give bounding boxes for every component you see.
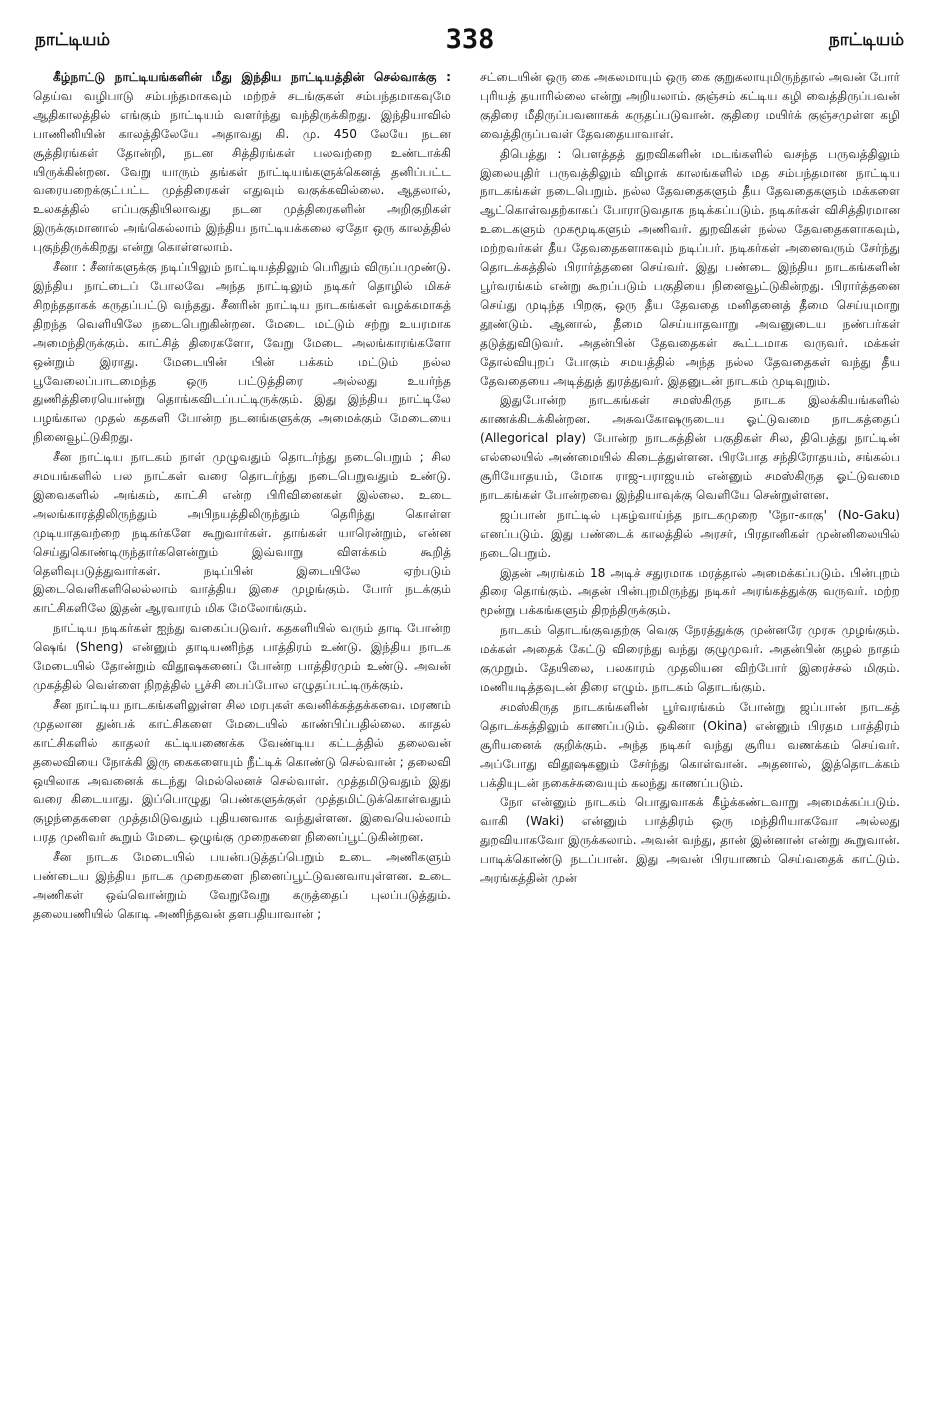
left-column [33,68,451,925]
paragraph-okina: சமஸ்கிருத நாடகங்களின் பூர்வரங்கம் போன்று ஜப்பான் நாடகத் தொடக்கத்திலும் காணப்படும். ஒகினா (Okina) என்னும் பிரதம பாத்திரம் சூரியனைக் குறிக்கும். அந்த நடிகர் வந்து சூரிய வணக்கம் செய்வர். அப்போது விதூஷகனும் சேர்ந்து கொள்வான். அதனால், இத்தொடக்கம் பக்தியுடன் நகைச்சுவையும் கலந்து காணப்படும். [480,699,900,790]
running-head-left: நாட்டியம் [35,30,111,50]
paragraph-conventions: சீன நாட்டிய நாடகங்களிலுள்ள சில மரபுகள் கவனிக்கத்தக்கவை. மரணம் முதலான துன்பக் காட்சிகளை மேடையில் காண்பிப்பதில்லை. காதல் காட்சிகளில் காதலர் கட்டியணைக்க வேண்டிய கட்டத்தில் தலைவன் தலைவியை நோக்கி இரு கைகளையும் நீட்டிக் கொண்டு செல்வான் ; தலைவி ஒயிலாக அவனைக் கடந்து மெல்லெனச் செல்வாள். முத்தமிடுவதும் இது வரை கிடையாது. இப்பொழுது பெண்களுக்குள் முத்தமிட்டுக்கொள்வதும் குழந்தைகளை முத்தமிடுவதும் புதியனவாக வந்துள்ளன. இவையெல்லாம் பரத முனிவர் கூறும் மேடை ஒழுங்கு முறைகளை நினைப்பூட்டுகின்றன. [33,697,451,845]
right-column [480,68,900,889]
paragraph-influence [33,68,451,257]
paragraph-china-drama: சீன நாட்டிய நாடகம் நாள் முழுவதும் தொடர்ந்து நடைபெறும் ; சில சமயங்களில் பல நாட்கள் வரை தொடர்ந்து நடைபெறுவதும் உண்டு. இவைகளில் அங்கம், காட்சி என்ற பிரிவினைகள் இல்லை. உடை அலங்காரத்திலிருந்தும் அபிநயத்திலிருந்தும் தெரிந்து கொள்ள முடியாதவற்றை நடிகர்களே கூறுவார்கள். தாங்கள் யாரென்றும், என்ன செய்துகொண்டிருந்தார்களென்றும் இவ்வாறு விளக்கம் கூறித் தெளிவுபடுத்துவார்கள். நடிப்பின் இடையிலே ஏற்படும் இடைவெளிகளிலெல்லாம் வாத்திய இசை முழங்கும். போர் நடக்கும் காட்சிகளிலே இதன் ஆரவாரம் மிக மேலோங்கும். [33,450,451,616]
paragraph-opening: நாடகம் தொடங்குவதற்கு வெகு நேரத்துக்கு முன்னரே முரசு முழங்கும். மக்கள் அதைக் கேட்டு விரைந்து வந்து குழுமுவர். அதன்பின் குழல் நாதம் குமுறும். தேயிலை, பலகாரம் முதலியன விற்போர் இரைச்சல் மிகும். மணியடித்தவுடன் திரை எழும். நாடகம் தொடங்கும். [480,623,900,694]
paragraph-china: சீனா : சீனர்களுக்கு நடிப்பிலும் நாட்டியத்திலும் பெரிதும் விருப்பமுண்டு. இந்திய நாட்டைப் போலவே அந்த நாட்டிலும் நடிகர் தொழில் மிகச் சிறந்ததாகக் கருதப்பட்டு வந்தது. சீனரின் நாட்டிய நாடகங்கள் வழக்கமாகத் திறந்த வெளியிலே நடைபெறுகின்றன. மேடை மட்டும் சற்று உயரமாக அமைந்திருக்கும். காட்சித் திரைகளோ, வேறு மேடை அலங்காரங்களோ ஒன்றும் இராது. மேடையின் பின் பக்கம் மட்டும் நல்ல பூவேலைப்பாடமைந்த ஒரு பட்டுத்திரை அல்லது உயர்ந்த துணித்திரையொன்று தொங்கவிடப்பட்டிருக்கும். இது இந்திய நாட்டிலே பழங்கால முதல் கதகளி போன்ற நடனங்களுக்கு அமைக்கும் மேடையை நினைவூட்டுகிறது. [33,260,451,445]
paragraph-sanskrit-allegory: இதுபோன்ற நாடகங்கள் சமஸ்கிருத நாடக இலக்கியங்களில் காணக்கிடக்கின்றன. அசுவகோஷருடைய ஓட்டுவமை நாடகத்தைப் (Allegorical play) போன்ற நாடகத்தின் பகுதிகள் சில, திபெத்து நாட்டின் எல்லையில் அண்மையில் கிடைத்துள்ளன. பிரபோத சந்திரோதயம், சங்கல்ப சூரியோதயம், மோக ராஜ-பராஜயம் என்னும் சமஸ்கிருத ஓட்டுவமை நாடகங்கள் போன்றவை இந்தியாவுக்கு வெளியே சென்றுள்ளன. [480,393,900,502]
paragraph-costumes: சீன நாடக மேடையில் பயன்படுத்தப்பெறும் உடை அணிகளும் பண்டைய இந்திய நாடக முறைகளை நினைப்பூட்டுவனவாயுள்ளன. உடை அணிகள் ஒவ்வொன்றும் வேறுவேறு கருத்தைப் புலப்படுத்தும். தலையணியில் கொடி அணிந்தவன் தளபதியாவான் ; [33,850,451,921]
page-number: 338 [445,24,495,55]
paragraph-tibet: திபெத்து : பௌத்தத் துறவிகளின் மடங்களில் வசந்த பருவத்திலும் இலையுதிர் பருவத்திலும் விழாக் காலங்களில் மத சம்பந்தமான நாட்டிய நாடகங்கள் நடைபெறும். நல்ல தேவதைகளும் தீய தேவதைகளும் மக்களை ஆட்கொள்வதற்காகப் போராடுவதாக நடிக்கப்படும். நடிகர்கள் விசித்திரமான உடைகளும் முகமூடிகளும் அணிவர். துறவிகள் நல்ல தேவதைகளாகவும், மற்றவர்கள் தீய தேவதைகளாகவும் நடிப்பர். நடிகர்கள் அனைவரும் சேர்ந்து தொடக்கத்தில் பிரார்த்தனை செய்வர். இது பண்டை இந்திய நாடகங்களின் பூர்வரங்கம் என்று கூறப்படும் பகுதியை நினைவூட்டுகின்றது. பிரார்த்தனை செய்து முடிந்த பிறகு, ஒரு தீய தேவதை மனிதனைத் தீமை செய்யுமாறு தூண்டும். ஆனால், தீமை செய்யாதவாறு அவனுடைய நண்பர்கள் தடுத்துவிடுவர். அதன்பின் தேவதைகள் கூட்டமாக வருவர். மக்கள் தோல்வியுறப் போகும் சமயத்தில் அந்த நல்ல தேவதைகள் வந்து தீய தேவதையை அடித்துத் துரத்துவர். இதனுடன் நாடகம் முடிவுறும். [480,146,900,388]
paragraph-costume-continued: சட்டையின் ஒரு கை அகலமாயும் ஒரு கை குறுகலாயுமிருந்தால் அவன் போர் புரியத் தயாரில்லை என்று அறியலாம். குஞ்சம் கட்டிய கழி வைத்திருப்பவன் குதிரை மீதிருப்பவனாகக் கருதப்படுவான். குதிரை மயிர்க் குஞ்சமுள்ள கழி வைத்திருப்பவள் தேவதையாவாள். [480,70,900,141]
paragraph-japan-no: ஜப்பான் நாட்டில் புகழ்வாய்ந்த நாடகமுறை 'நோ-காகு' (No-Gaku) எனப்படும். இது பண்டைக் காலத்தில் அரசர், பிரதானிகள் முன்னிலையில் நடைபெறும். [480,507,900,560]
section-heading-influence: கீழ்நாட்டு நாட்டியங்களின் மீது இந்திய நாட்டியத்தின் செல்வாக்கு : [53,70,451,84]
paragraph-text: தெய்வ வழிபாடு சம்பந்தமாகவும் மற்றச் சடங்குகள் சம்பந்தமாகவுமே ஆதிகாலத்தில் எங்கும் நாட்டியம் வளர்ந்து வந்திருக்கிறது. இந்தியாவில் பாணினியின் காலத்திலேயே அதாவது கி. மு. 450 லேயே நடன சூத்திரங்கள் தோன்றி, நடன சித்திரங்கள் பலவற்றை உண்டாக்கி யிருக்கின்றன. வேறு யாரும் தங்கள் நாட்டியங்களுக்கெனத் தனிப்பட்ட வரையறைக்குட்பட்ட முத்திரைகள் எதுவும் வகுக்கவில்லை. ஆதலால், உலகத்தில் எப்பகுதியிலாவது நடன முத்திரைகளின் அறிகுறிகள் இருக்குமானால் அங்கெல்லாம் இந்திய நாட்டியக்கலை ஏதோ ஒரு காலத்தில் புகுந்திருக்கிறது என்று கொள்ளலாம். [33,88,451,255]
running-head-right: நாட்டியம் [828,30,904,50]
paragraph-stage: இதன் அரங்கம் 18 அடிச் சதுரமாக மரத்தால் அமைக்கப்படும். பின்புறம் திரை தொங்கும். அதன் பின்புறமிருந்து நடிகர் அரங்கத்துக்கு வருவர். மற்ற மூன்று பக்கங்களும் திறந்திருக்கும். [480,565,900,618]
paragraph-waki: நோ என்னும் நாடகம் பொதுவாகக் கீழ்க்கண்டவாறு அமைக்கப்படும். வாகி (Waki) என்னும் பாத்திரம் ஒரு மந்திரியாகவோ அல்லது துறவியாகவோ இருக்கலாம். அவன் வந்து, தான் இன்னான் என்று கூறுவான். பாடிக்கொண்டு நடப்பான். இது அவன் பிரயாணம் செய்வதைக் காட்டும். அரங்கத்தின் முன் [480,795,900,886]
paragraph-actors: நாட்டிய நடிகர்கள் ஐந்து வகைப்படுவர். கதகளியில் வரும் தாடி போன்ற ஷெங் (Sheng) என்னும் தாடியணிந்த பாத்திரம் உண்டு. இந்திய நாடக மேடையில் தோன்றும் விதூஷகனைப் போன்ற பாத்திரமும் உண்டு. அவன் முகத்தில் வெள்ளை நிறத்தில் பூச்சி பைப்போல எழுதப்பட்டிருக்கும். [33,621,451,692]
